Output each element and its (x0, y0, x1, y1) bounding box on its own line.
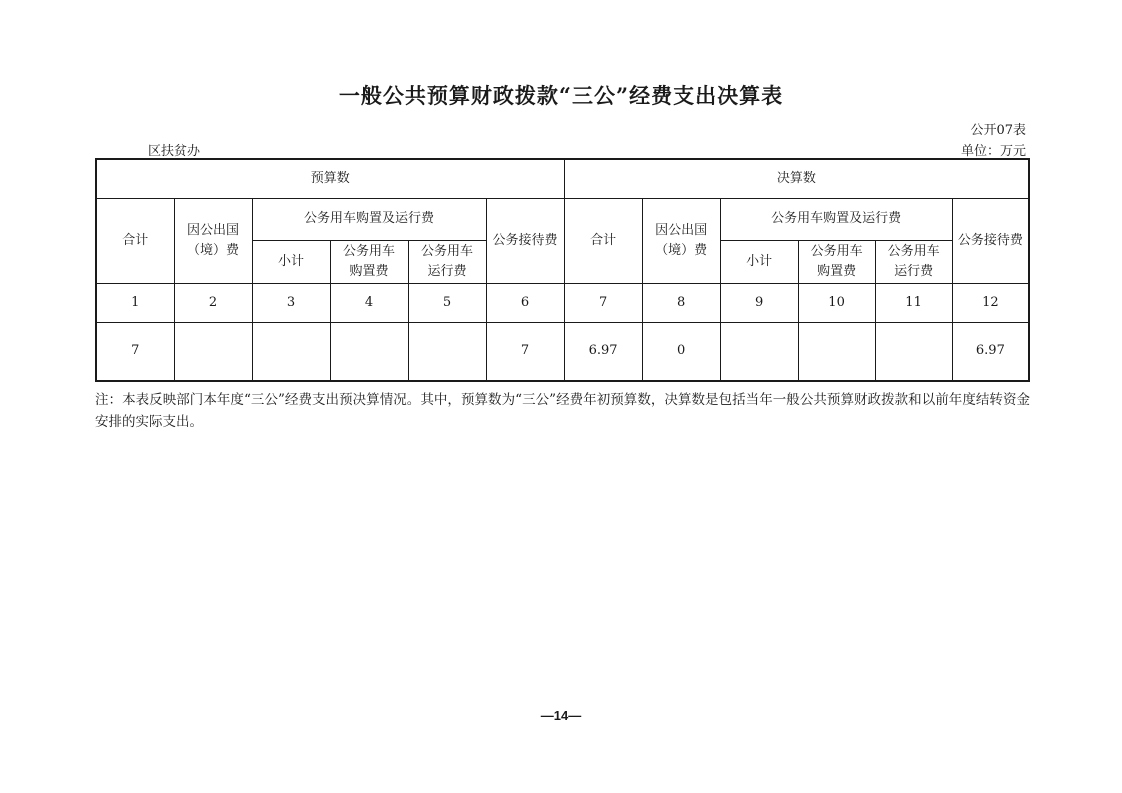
three-public-expenses-table (95, 158, 1030, 382)
column-number: 7 (564, 283, 642, 322)
final-vehicle-operation-line1: 公务用车 (887, 243, 940, 259)
column-number: 1 (96, 283, 174, 322)
column-number: 3 (252, 283, 330, 322)
budget-vehicle-purchase-line2: 购置费 (349, 263, 389, 279)
form-number: 公开07表 (970, 123, 1026, 138)
final-header: 决算数 (564, 159, 1029, 198)
final-vehicle-purchase-line1: 公务用车 (810, 243, 863, 259)
final-abroad-value: 0 (642, 322, 720, 381)
final-vehicle-purchase-header (798, 240, 875, 283)
column-number: 9 (720, 283, 798, 322)
budget-vehicle-group-header: 公务用车购置及运行费 (252, 198, 486, 240)
budget-abroad-value (174, 322, 252, 381)
budget-reception-header: 公务接待费 (486, 198, 564, 283)
column-number: 11 (875, 283, 952, 322)
budget-vehicle-purchase-value (330, 322, 408, 381)
table-group-header-row (96, 159, 1029, 198)
column-number: 6 (486, 283, 564, 322)
final-vehicle-operation-header (875, 240, 952, 283)
budget-subtotal-value (252, 322, 330, 381)
final-reception-value: 6.97 (952, 322, 1029, 381)
final-reception-header: 公务接待费 (952, 198, 1029, 283)
table-row (96, 322, 1029, 381)
budget-abroad-header-line2: （境）费 (186, 242, 239, 258)
budget-vehicle-operation-header (408, 240, 486, 283)
column-number-row (96, 283, 1029, 322)
final-vehicle-operation-value (875, 322, 952, 381)
final-subtotal-value (720, 322, 798, 381)
budget-vehicle-operation-line2: 运行费 (427, 263, 467, 279)
budget-total-value: 7 (96, 322, 174, 381)
column-number: 4 (330, 283, 408, 322)
final-vehicle-group-header: 公务用车购置及运行费 (720, 198, 952, 240)
unit-label: 单位：万元 (960, 144, 1026, 159)
page-title: 一般公共预算财政拨款“三公”经费支出决算表 (338, 83, 784, 108)
table-note: 注：本表反映部门本年度“三公”经费支出预决算情况。其中，预算数为“三公”经费年初预算数，决算数是包括当年一般公共预算财政拨款和以前年度结转资金安排的实际支出。 (95, 392, 1030, 430)
page-number: —14— (540, 708, 582, 723)
final-abroad-header (642, 198, 720, 283)
budget-header: 预算数 (96, 159, 564, 198)
final-abroad-header-line1: 因公出国 (655, 222, 708, 238)
column-number: 10 (798, 283, 875, 322)
budget-total-header: 合计 (96, 198, 174, 283)
budget-vehicle-purchase-header (330, 240, 408, 283)
final-subtotal-header: 小计 (720, 240, 798, 283)
budget-subtotal-header: 小计 (252, 240, 330, 283)
table-header-row-1 (96, 198, 1029, 240)
final-vehicle-purchase-line2: 购置费 (817, 263, 857, 279)
budget-vehicle-purchase-line1: 公务用车 (342, 243, 395, 259)
final-vehicle-purchase-value (798, 322, 875, 381)
budget-reception-value: 7 (486, 322, 564, 381)
final-total-header: 合计 (564, 198, 642, 283)
budget-abroad-header (174, 198, 252, 283)
budget-vehicle-operation-line1: 公务用车 (420, 243, 473, 259)
column-number: 12 (952, 283, 1029, 322)
final-abroad-header-line2: （境）费 (655, 242, 708, 258)
column-number: 2 (174, 283, 252, 322)
department-name: 区扶贫办 (148, 144, 201, 159)
final-total-value: 6.97 (564, 322, 642, 381)
column-number: 8 (642, 283, 720, 322)
final-vehicle-operation-line2: 运行费 (894, 263, 934, 279)
budget-abroad-header-line1: 因公出国 (186, 222, 239, 238)
budget-vehicle-operation-value (408, 322, 486, 381)
column-number: 5 (408, 283, 486, 322)
